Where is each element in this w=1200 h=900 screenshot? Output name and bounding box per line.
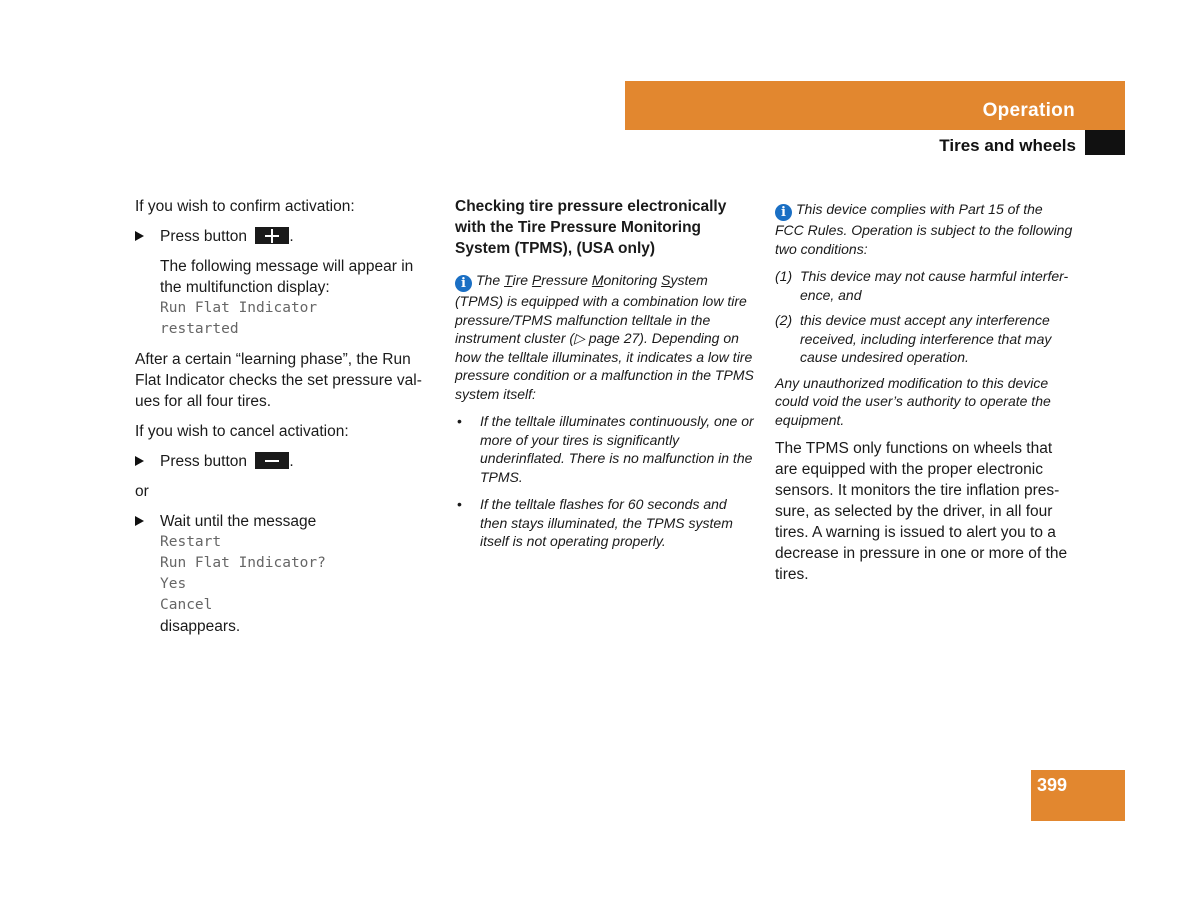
display-message-line: Run Flat Indicator	[160, 300, 318, 316]
modification-note: Any unauthorized modification to this device could void the user’s authority to operate the equipment.	[775, 374, 1051, 428]
section-header-bar	[625, 81, 1125, 130]
display-message-line: restarted	[160, 321, 239, 337]
tpms-heading: Checking tire pressure electronically with the Tire Pressure Monitoring System (TPMS), (USA only)	[455, 198, 727, 257]
page-number: 399	[1037, 775, 1068, 795]
arrow-bullet-icon	[135, 516, 144, 526]
fcc-info-note: i This device complies with Part 15 of the FCC Rules. Operation is subject to the following two conditions:	[775, 201, 1073, 257]
display-message-block	[135, 256, 435, 340]
following-message-text: The following message will appear in the multifunction display:	[160, 258, 414, 296]
step-text: Press button	[160, 453, 248, 470]
step-text: Wait until the message	[160, 513, 317, 530]
subsection-title: Tires and wheels	[939, 136, 1076, 155]
column-left	[135, 196, 435, 646]
subsection-marker	[1085, 130, 1125, 155]
step-wait	[135, 511, 435, 637]
list-item: • If the telltale illuminates continuously, one or more of your tires is significantly underinflated. There is no malfunction in the TPMS.	[457, 413, 754, 485]
cancel-intro: If you wish to cancel activation:	[135, 423, 349, 440]
tpms-functions-text: The TPMS only functions on wheels that are equipped with the proper electronic sensors. It monitors the tire inflation pres-sure, as selected by the driver, in all four tires. A warning is issued to alert you to a decrease in pressure in one or more of the tires.	[775, 440, 1068, 583]
confirm-intro: If you wish to confirm activation:	[135, 198, 355, 215]
info-note-body: (TPMS) is equipped with a combination low tire pressure/TPMS malfunction telltale in the instrument cluster (▷ page 27). Depending on how the telltale illuminates, it indicates a low tire pressure condition or a malfunction in the TPMS system itself:	[455, 293, 754, 402]
bullet-icon: •	[457, 496, 462, 512]
info-icon: i	[455, 275, 472, 292]
column-middle	[455, 196, 755, 560]
list-item: (2) this device must accept any interference received, including interference that may cause undesired operation.	[775, 312, 1052, 365]
step-press-plus	[135, 226, 435, 247]
arrow-bullet-icon	[135, 456, 144, 466]
list-item: (1) This device may not cause harmful interfer-ence, and	[775, 268, 1069, 303]
list-item: • If the telltale flashes for 60 seconds and then stays illuminated, the TPMS system itself is not operating properly.	[457, 496, 733, 549]
display-message-line: Run Flat Indicator?	[160, 555, 326, 571]
step-text: Press button	[160, 228, 248, 245]
column-right	[775, 196, 1075, 594]
step-suffix: .	[289, 228, 294, 245]
disappears-text: disappears.	[160, 618, 241, 635]
info-icon: i	[775, 204, 792, 221]
plus-button-icon	[255, 227, 289, 244]
tpms-info-note: i The Tire Pressure Monitoring System (TPMS) is equipped with a combination low tire pressure/TPMS malfunction telltale in the instrument cluster (▷ page 27). Depending on how the telltale illuminates, it indicates a low tire pressure condition or a malfunction in the TPMS system itself:	[455, 272, 754, 402]
arrow-bullet-icon	[135, 231, 144, 241]
display-message-line: Restart	[160, 534, 222, 550]
section-title: Operation	[982, 100, 1075, 121]
display-message-line: Yes	[160, 576, 187, 592]
step-suffix: .	[289, 453, 294, 470]
step-press-minus	[135, 451, 435, 472]
page-number-box	[1031, 770, 1125, 821]
learning-phase-text: After a certain “learning phase”, the Run Flat Indicator checks the set pressure val-ues for all four tires.	[135, 351, 422, 410]
display-message-line: Cancel	[160, 597, 213, 613]
minus-button-icon	[255, 452, 289, 469]
bullet-icon: •	[457, 413, 462, 429]
or-text: or	[135, 483, 149, 500]
